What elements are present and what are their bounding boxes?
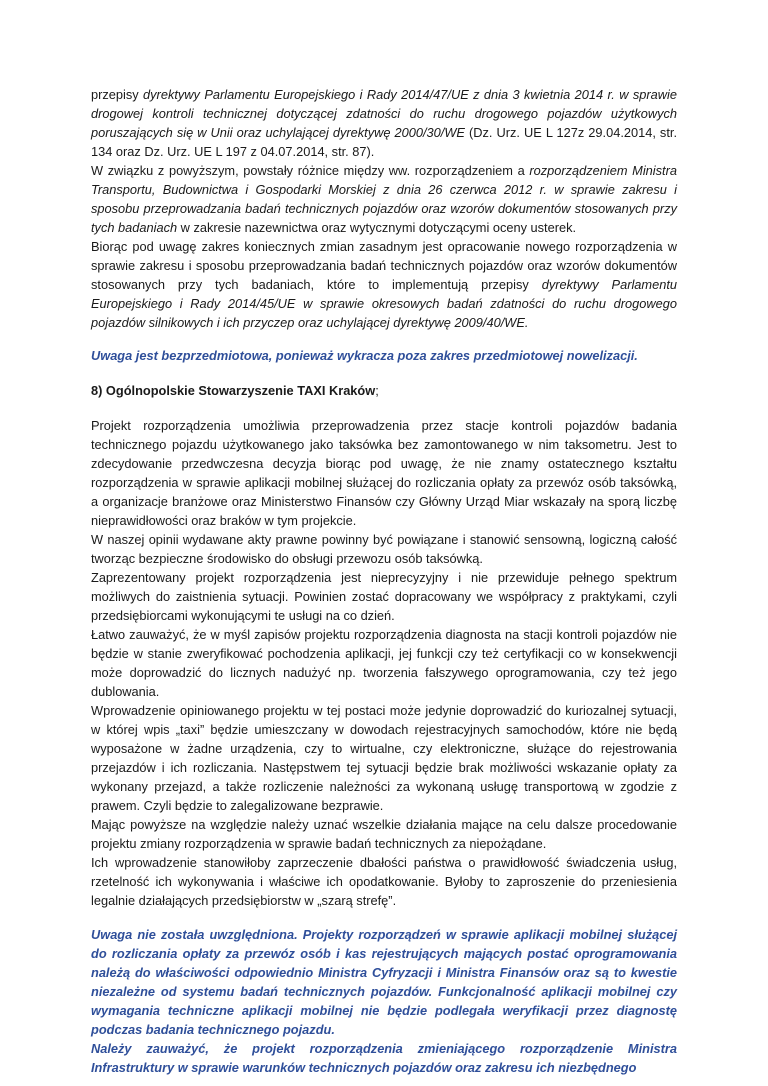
response-paragraph-3: Należy zauważyć, że projekt rozporządzenia zmieniającego rozporządzenie Ministra Infrastruktury w sprawie warunków technicznych pojazdów oraz zakresu ich niezbędnego bbox=[91, 1041, 677, 1075]
directive-reference: dyrektywy Parlamentu Europejskiego i Rady 2014/47/UE z dnia 3 kwietnia 2014 r. w sprawie drogowej kontroli technicznej dotyczącej zdatności do ruchu drogowego pojazdów użytkowych poruszających się w Unii oraz uchylającej dyrektywę 2000/30/WE bbox=[91, 87, 677, 140]
body-paragraph-5: Wprowadzenie opiniowanego projektu w tej postaci może jedynie doprowadzić do kuriozalnej sytuacji, w której wpis „taxi” będzie umieszczany w dowodach rejestracyjnych samochodów, które nie będą wyposażone w żadne urządzenia, czy to wirtualne, czy elektroniczne, służące do rejestrowania przejazdów i ich rozliczania. Następstwem tej sytuacji będzie brak możliwości wskazanie opłaty za wykonany przejazd, a także rozliczenie należności za wykonaną usługę transportową w zgodzie z prawem. Czyli będzie to zalegalizowane bezprawie. bbox=[91, 703, 677, 813]
regulation-reference: rozporządzeniem Ministra Transportu, Budownictwa i Gospodarki Morskiej z dnia 26 czerwca 2012 r. w sprawie zakresu i sposobu przeprowadzania badań technicznych pojazdów oraz wzorów dokumentów stosowanych przy tych badaniach bbox=[91, 163, 677, 235]
intro-paragraph-1 bbox=[91, 85, 677, 161]
directive-reference: dyrektywy Parlamentu Europejskiego i Rady 2014/45/UE w sprawie okresowych badań zdatności do ruchu drogowego pojazdów silnikowych i ich przyczep oraz uchylającej dyrektywę 2009/40/WE. bbox=[91, 277, 677, 330]
response-paragraph-2: Uwaga nie została uwzględniona. Projekty rozporządzeń w sprawie aplikacji mobilnej służącej do rozliczania opłaty za przewóz osób i kas rejestrujących mających postać oprogramowania należą do właściwości odpowiednio Ministra Cyfryzacji i Ministra Finansów oraz są to kwestie niezależne od systemu badań technicznych pojazdów. Funkcjonalność aplikacji mobilnej czy wymagania techniczne aplikacji mobilnej nie będzie podlegała weryfikacji przez diagnostę podczas badania technicznego pojazdu. bbox=[91, 927, 677, 1037]
section-heading-title: 8) Ogólnopolskie Stowarzyszenie TAXI Kraków bbox=[91, 383, 376, 398]
intro-paragraph-2 bbox=[91, 161, 677, 237]
section-heading-suffix: ; bbox=[375, 383, 379, 398]
body-paragraph-3: Zaprezentowany projekt rozporządzenia jest nieprecyzyjny i nie przewiduje pełnego spektrum możliwych do zaistnienia sytuacji. Powinien zostać dopracowany we współpracy z praktykami, czyli przedsiębiorcami wykonującymi te usługi na co dzień. bbox=[91, 570, 677, 623]
body-paragraph-2: W naszej opinii wydawane akty prawne powinny być powiązane i stanowić sensowną, logiczną całość tworząc bezpieczne środowisko do obsługi przewozu osób taksówką. bbox=[91, 532, 677, 566]
section-heading bbox=[91, 381, 677, 400]
intro-text: W związku z powyższym, powstały różnice między ww. rozporządzeniem a bbox=[91, 163, 530, 178]
response-paragraph-1: Uwaga jest bezprzedmiotowa, ponieważ wykracza poza zakres przedmiotowej nowelizacji. bbox=[91, 348, 638, 363]
body-paragraph-1: Projekt rozporządzenia umożliwia przeprowadzenia przez stacje kontroli pojazdów badania technicznego pojazdu użytkowanego jako taksówka bez zamontowanego w nim taksometru. Jest to zdecydowanie przedwczesna decyzja biorąc pod uwagę, że nie znamy ostatecznego kształtu rozporządzenia w sprawie aplikacji mobilnej służącej do rozliczania opłaty za przewóz osób taksówką, a organizacje branżowe oraz Ministerstwo Finansów czy Główny Urząd Miar wskazały na sporą liczbę nieprawidłowości oraz braków w tym projekcie. bbox=[91, 418, 677, 528]
body-paragraph-6: Mając powyższe na względzie należy uznać wszelkie działania mające na celu dalsze procedowanie projektu zmiany rozporządzenia w sprawie badań technicznych za niepożądane. bbox=[91, 817, 677, 851]
intro-paragraph-3 bbox=[91, 237, 677, 332]
body-paragraph-7: Ich wprowadzenie stanowiłoby zaprzeczenie dbałości państwa o prawidłowość świadczenia usług, rzetelność ich wykonywania i właściwe ich opodatkowanie. Byłoby to zaproszenie do przeniesienia legalnie działających przedsiębiorstw w „szarą strefę”. bbox=[91, 855, 677, 908]
body-paragraph-4: Łatwo zauważyć, że w myśl zapisów projektu rozporządzenia diagnosta na stacji kontroli pojazdów nie będzie w stanie zweryfikować pochodzenia aplikacji, jej funkcji czy też certyfikacji co w konsekwencji może doprowadzić do licznych nadużyć np. tworzenia fałszywego oprogramowania, czy też jego dublowania. bbox=[91, 627, 677, 699]
intro-text: w zakresie nazewnictwa oraz wytycznymi dotyczącymi oceny usterek. bbox=[177, 220, 577, 235]
intro-text: przepisy bbox=[91, 87, 144, 102]
journal-reference: (Dz. Urz. UE L 127z 29.04.2014, str. 134 oraz Dz. Urz. UE L 197 z 04.07.2014, str. 87). bbox=[91, 125, 677, 159]
intro-text: Biorąc pod uwagę zakres koniecznych zmian zasadnym jest opracowanie nowego rozporządzenia w sprawie zakresu i sposobu przeprowadzania badań technicznych pojazdów oraz wzorów dokumentów stosowanych przy tych badaniach, które to implementują przepisy bbox=[91, 239, 677, 292]
